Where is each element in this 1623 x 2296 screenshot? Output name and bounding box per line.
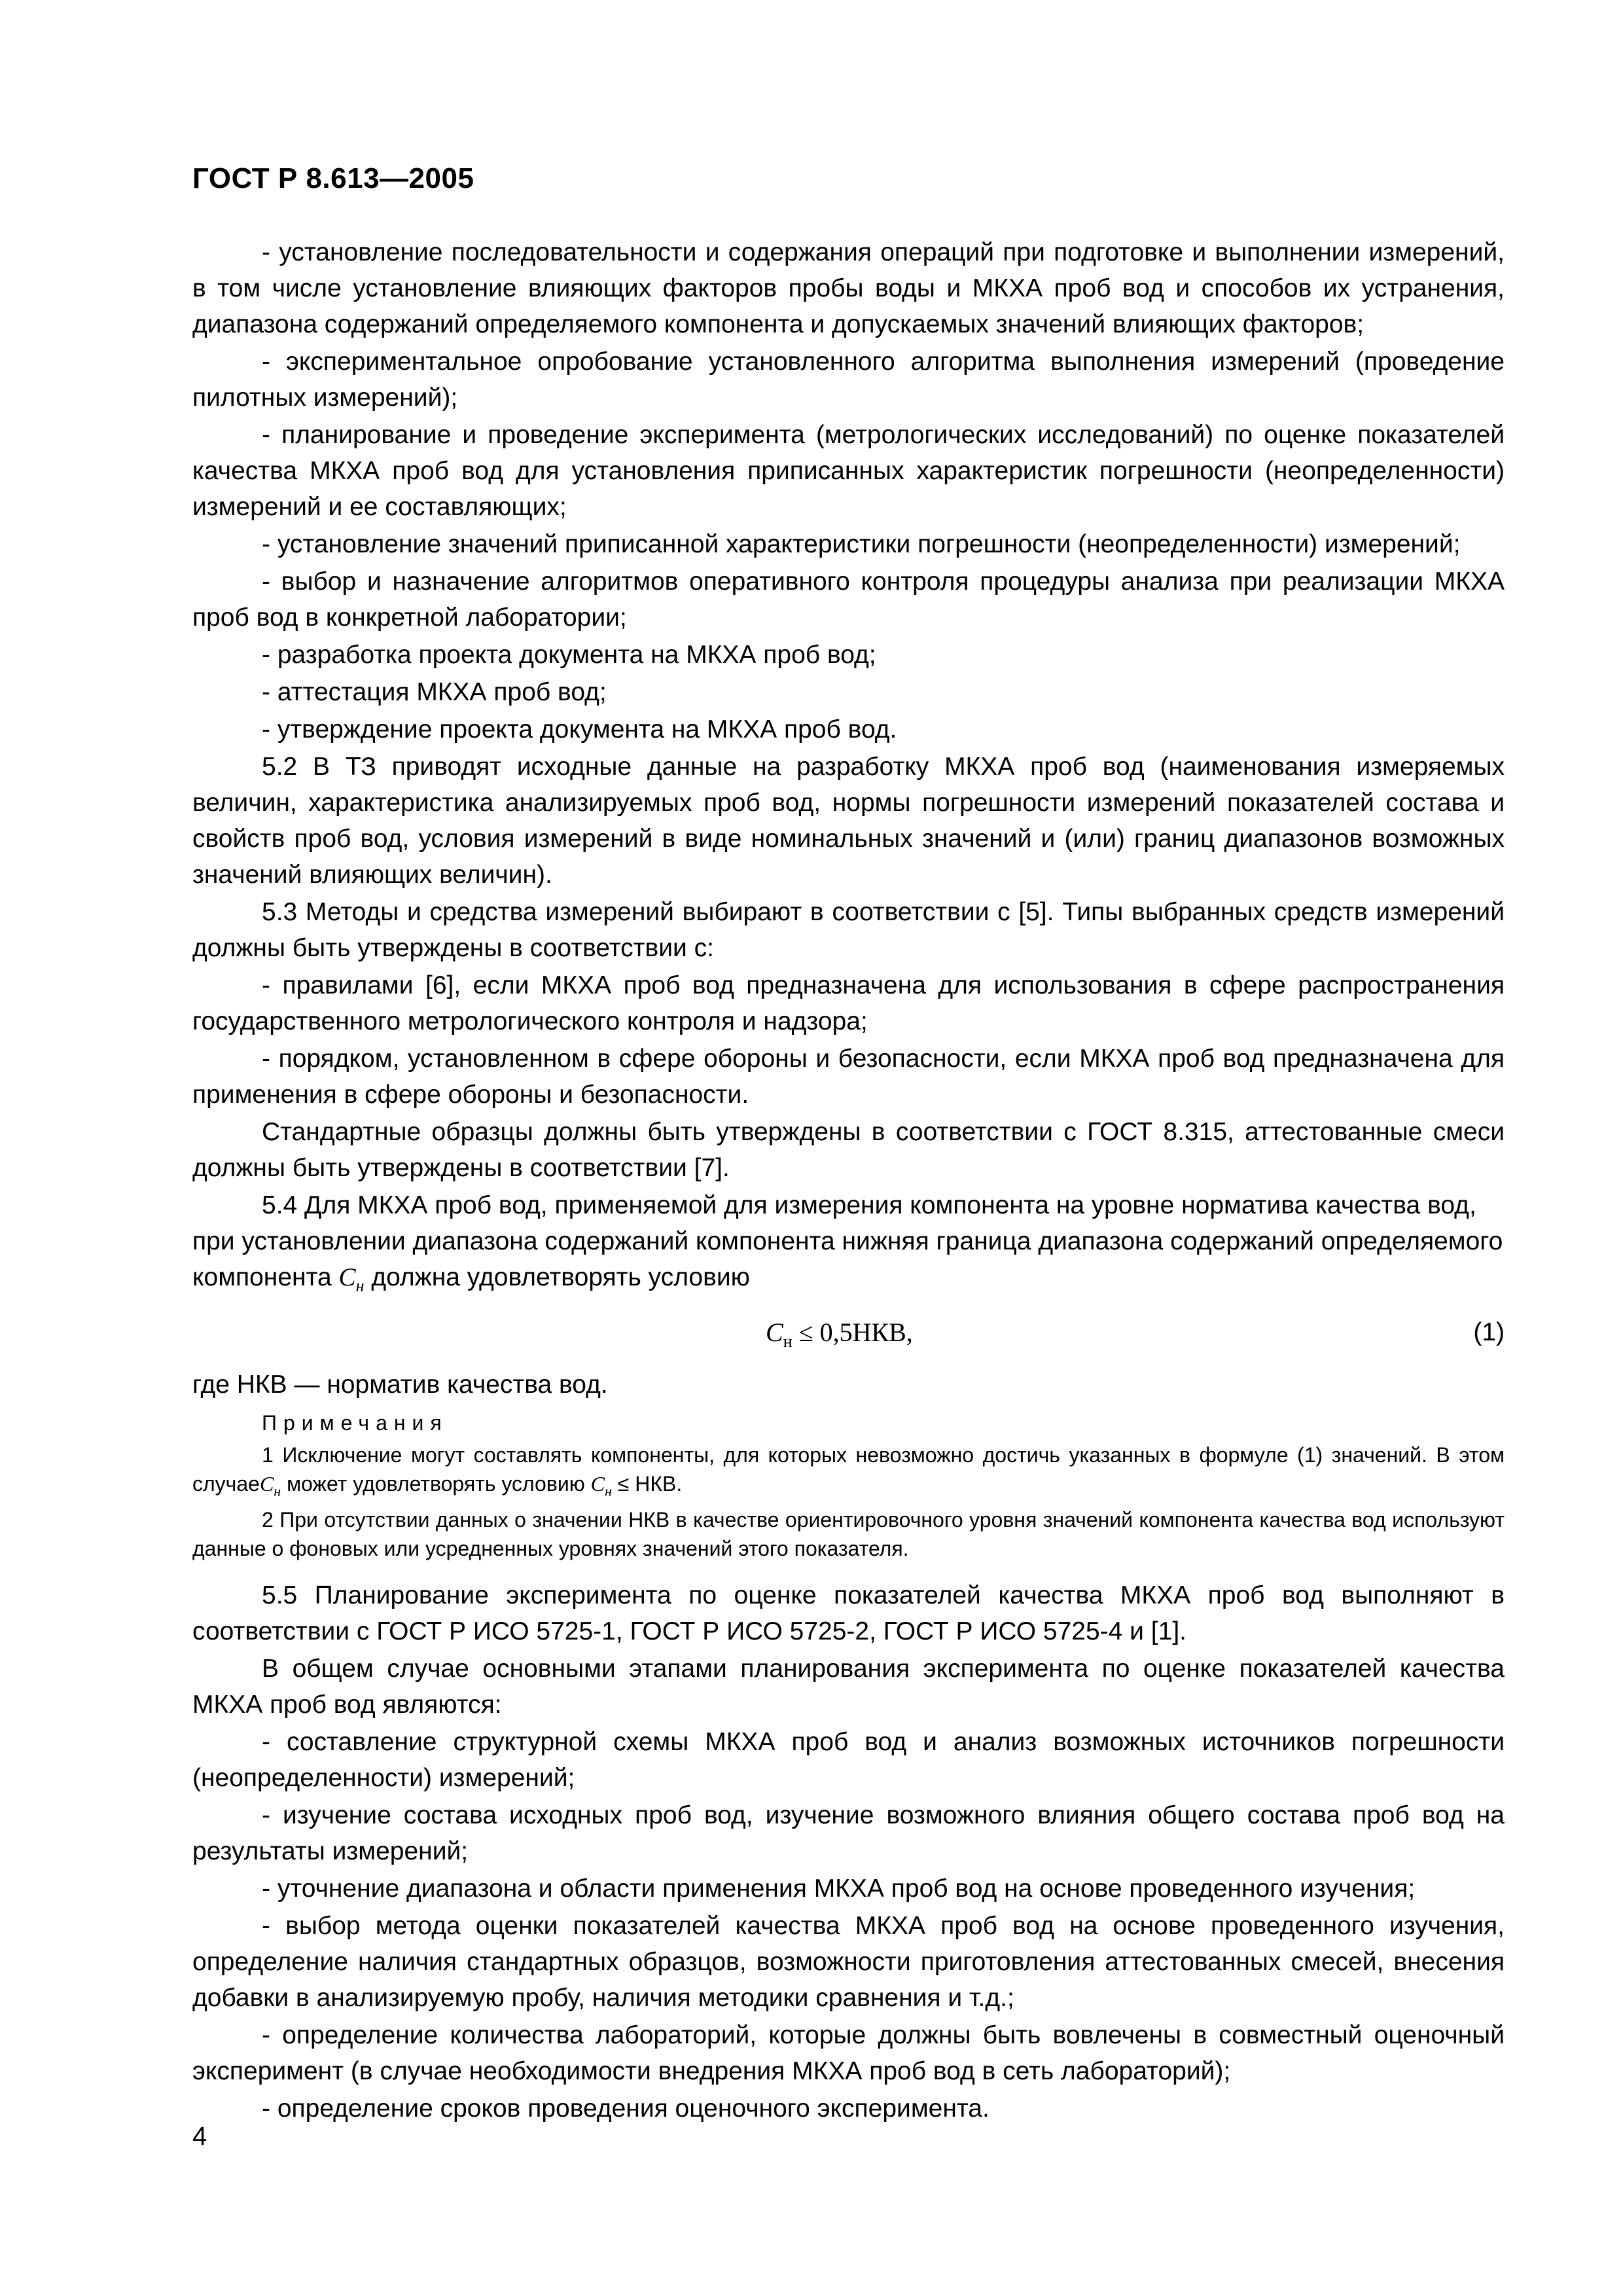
note-2: 2 При отсутствии данных о значении НКВ в качестве ориентировочного уровня значений компонента качества вод используют данные о фоновых или усредненных уровнях значений этого показателя. — [192, 1508, 1505, 1561]
body-text — [192, 234, 1505, 2128]
paragraph: 5.5 Планирование эксперимента по оценке показателей качества МКХА проб вод выполняют в соответствии с ГОСТ Р ИСО 5725-1, ГОСТ Р ИСО 5725-2, ГОСТ Р ИСО 5725-4 и [1]. — [192, 1581, 1505, 1646]
notes-heading: Примечания — [262, 1410, 448, 1435]
paragraph: - правилами [6], если МКХА проб вод предназначена для использования в сфере распространения государственного метрологического контроля и надзора; — [192, 971, 1505, 1035]
note-1: 1 Исключение могут составлять компоненты, для которых невозможно достичь указанных в формуле (1) значений. В этом случаеC$_н$ может удовлетворять условию $C_н$ ≤ НКВ. — [192, 1443, 1505, 1499]
paragraph: - установление последовательности и содержания операций при подготовке и выполнении измерений, в том числе установление влияющих факторов пробы воды и МКХА проб вод и способов их устранения, диапазона содержаний определяемого компонента и допускаемых значений влияющих факторов; — [192, 238, 1505, 338]
paragraph: - уточнение диапазона и области применения МКХА проб вод на основе проведенного изучения; — [262, 1874, 1416, 1903]
paragraph-5-4 — [192, 1187, 1505, 1304]
page-number: 4 — [192, 2122, 207, 2151]
paragraph: Стандартные образцы должны быть утверждены в соответствии с ГОСТ 8.315, аттестованные смеси должны быть утверждены в соответствии [7]. — [192, 1118, 1505, 1182]
paragraph: 5.2 В ТЗ приводят исходные данные на разработку МКХА проб вод (наименования измеряемых величин, характеристика анализируемых проб вод, нормы погрешности измерений показателей состава и свойств проб вод, условия измерений в виде номинальных значений и (или) границ диапазонов возможных значений влияющих величин). — [192, 753, 1505, 889]
symbol-c: $C_н$ — [338, 1263, 365, 1295]
paragraph: - планирование и проведение эксперимента (метрологических исследований) по оценке показателей качества МКХА проб вод для установления приписанных характеристик погрешности (неопределенности) измерений и ее составляющих; — [192, 421, 1505, 521]
paragraph-5-4-tail: должна удовлетворять условию — [371, 1263, 750, 1291]
paragraph: - составление структурной схемы МКХА проб вод и анализ возможных источников погрешности (неопределенности) измерений; — [192, 1728, 1505, 1793]
paragraph: 5.3 Методы и средства измерений выбирают в соответствии с [5]. Типы выбранных средств измерений должны быть утверждены в соответствии с: — [192, 898, 1505, 962]
symbol-c: $C_н$ — [590, 1471, 612, 1499]
paragraph: - определение количества лабораторий, которые должны быть вовлечены в совместный оценочный эксперимент (в случае необходимости внедрения МКХА проб вод в сеть лабораторий); — [192, 2021, 1505, 2086]
paragraph: - аттестация МКХА проб вод; — [262, 678, 607, 706]
paragraph: - выбор метода оценки показателей качества МКХА проб вод на основе проведенного изучения, определение наличия стандартных образцов, возможности приготовления аттестованных смесей, внесения добавки в анализируемую пробу, наличия методики сравнения и т.д.; — [192, 1912, 1505, 2013]
paragraph: - выбор и назначение алгоритмов оперативного контроля процедуры анализа при реализации МКХА проб вод в конкретной лаборатории; — [192, 567, 1505, 632]
paragraph: - установление значений приписанной характеристики погрешности (неопределенности) измерений; — [262, 530, 1461, 558]
paragraph: - изучение состава исходных проб вод, изучение возможного влияния общего состава проб вод на результаты измерений; — [192, 1801, 1505, 1866]
formula-number: (1) — [1473, 1318, 1505, 1346]
paragraph: - разработка проекта документа на МКХА проб вод; — [262, 641, 876, 669]
document-header: ГОСТ Р 8.613—2005 — [192, 162, 474, 194]
paragraph: - порядком, установленном в сфере обороны и безопасности, если МКХА проб вод предназначена для применения в сфере обороны и безопасности. — [192, 1045, 1505, 1109]
paragraph: - экспериментальное опробование установленного алгоритма выполнения измерений (проведение пилотных измерений); — [192, 348, 1505, 412]
where-text: где НКВ — норматив качества вод. — [192, 1370, 608, 1399]
paragraph-5-4-text: 5.4 Для МКХА проб вод, применяемой для измерения компонента на уровне норматива качества вод, при установлении диапазона содержаний компонента нижняя граница диапазона содержаний определяемого компонента — [192, 1191, 1503, 1291]
paragraph: В общем случае основными этапами планирования эксперимента по оценке показателей качества МКХА проб вод являются: — [192, 1655, 1505, 1719]
symbol-c: $C_н$ — [259, 1471, 281, 1499]
formula-row — [192, 1309, 1505, 1360]
formula: $C_н \le 0,5НКВ$, — [766, 1317, 913, 1351]
paragraph: - определение сроков проведения оценочного эксперимента. — [262, 2094, 990, 2123]
paragraph: - утверждение проекта документа на МКХА проб вод. — [262, 715, 897, 744]
